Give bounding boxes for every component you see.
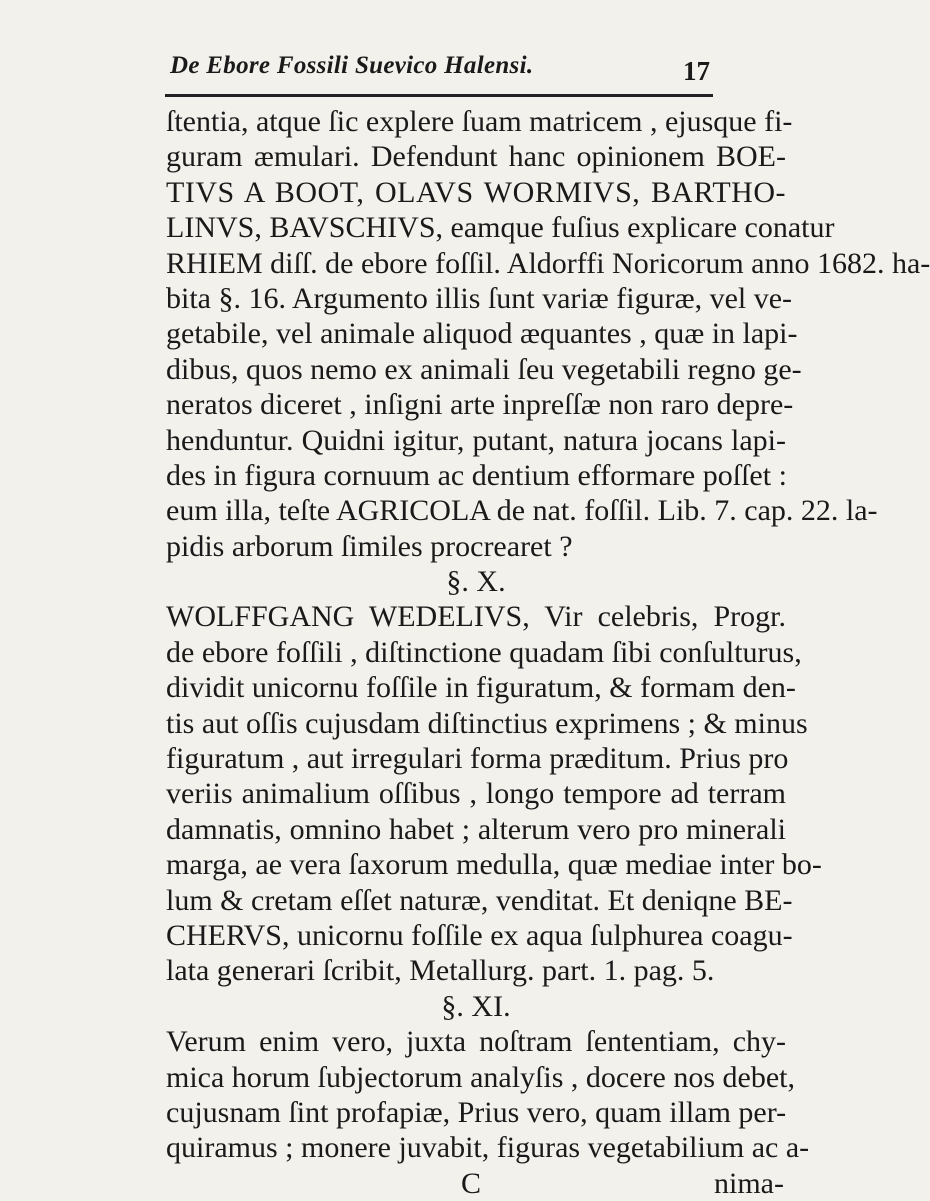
text-line: dibus, quos nemo ex animali ſeu vegetabili regno ge- [166, 352, 802, 386]
page-footer [166, 1166, 786, 1201]
text-line: lum & cretam eſſet naturæ, venditat. Et deniqne BE- [166, 883, 793, 917]
text-line: CHERVS, unicornu foſſile ex aqua ſulphurea coagu- [166, 918, 793, 952]
page-header [170, 52, 710, 92]
body-text [166, 104, 930, 1201]
text-line: de ebore foſſili , diſtinctione quadam ſibi conſulturus, [166, 635, 802, 669]
text-line: veriis animalium oſſibus , longo tempore ad terram [166, 777, 786, 811]
text-line: mica horum ſubjectorum analyſis , docere nos debet, [166, 1060, 795, 1094]
text-line: tis aut oſſis cujusdam diſtinctius exprimens ; & minus [166, 706, 808, 740]
text-line: RHIEM diſſ. de ebore foſſil. Aldorffi Noricorum anno 1682. ha- [166, 246, 930, 280]
text-line: WOLFFGANG WEDELIVS, Vir celebris, Progr. [166, 600, 786, 634]
text-line: Verum enim vero, juxta noſtram ſententiam, chy- [166, 1025, 786, 1059]
text-line: lata generari ſcribit, Metallurg. part. 1. pag. 5. [166, 954, 715, 988]
text-line: ſtentia, atque ſic explere ſuam matricem , ejusque fi- [166, 105, 793, 138]
text-line: dividit unicornu foſſile in figuratum, & formam den- [166, 671, 796, 705]
text-line: pidis arborum ſimiles procrearet ? [166, 529, 573, 563]
section-heading: §. XI. [441, 989, 511, 1023]
header-rule [165, 94, 713, 97]
text-line: LINVS, BAVSCHIVS, eamque fuſius explicare conatur [166, 211, 835, 245]
text-line: quiramus ; monere juvabit, figuras vegetabilium ac a- [166, 1131, 810, 1165]
section-heading: §. X. [446, 565, 506, 599]
text-line: des in figura cornuum ac dentium efformare poſſet : [166, 458, 787, 492]
page-number: 17 [683, 56, 710, 86]
text-line: damnatis, omnino habet ; alterum vero pro minerali [166, 812, 786, 846]
text-line: neratos diceret , inſigni arte inpreſſæ non raro depre- [166, 388, 794, 422]
text-line: eum illa, teſte AGRICOLA de nat. foſſil. Lib. 7. cap. 22. la- [166, 494, 878, 528]
text-line: TIVS A BOOT, OLAVS WORMIVS, BARTHO- [166, 175, 786, 209]
text-line: figuratum , aut irregulari forma præditum. Prius pro [166, 742, 789, 776]
text-line: guram æmulari. Defendunt hanc opinionem BOE- [166, 140, 786, 174]
text-line: henduntur. Quidni igitur, putant, natura jocans lapi- [166, 423, 786, 457]
running-title: De Ebore Fossili Suevico Halensi. [170, 52, 534, 79]
text-line: getabile, vel animale aliquod æquantes , quæ in lapi- [166, 317, 798, 351]
text-line: marga, ae vera ſaxorum medulla, quæ mediae inter bo- [166, 848, 822, 882]
text-line: cujusnam ſint profapiæ, Prius vero, quam illam per- [166, 1095, 787, 1129]
signature-mark: C [461, 1166, 482, 1200]
catchword: nima- [714, 1166, 784, 1200]
text-line: bita §. 16. Argumento illis ſunt variæ figuræ, vel ve- [166, 281, 793, 315]
